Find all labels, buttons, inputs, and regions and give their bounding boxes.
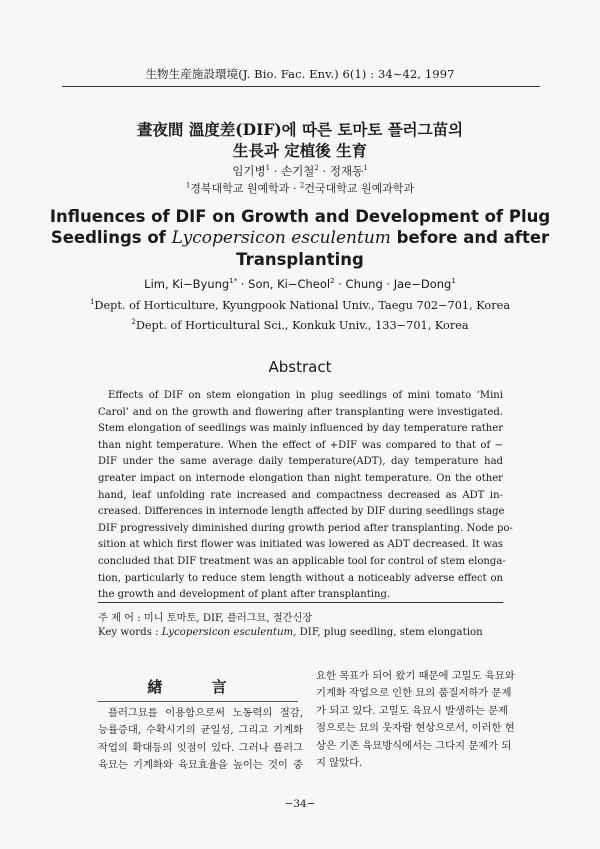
author-name: Son, Ki−Cheol [248,277,331,291]
affiliation-text: Dept. of Horticulture, Kyungpook National Univ., Taegu 702−701, Korea [94,298,511,312]
author-superscript: 1 [265,164,271,173]
introduction-heading: 緖 言 [147,678,249,696]
affiliation-superscript: 1 [185,181,191,190]
author-name: Chung · Jae−Dong [345,277,452,291]
affiliation-line [0,314,600,334]
body-line: 점으로는 묘의 웃자람 현상으로서, 이러한 현 [316,722,515,735]
abstract-line: concluded that DIF treatment was an applicable tool for control of stem elonga- [98,555,506,567]
affiliation-text: 건국대학교 원예과학과 [304,182,415,195]
english-affiliations [0,294,600,334]
body-line: 상은 기존 육묘방식에서는 그다지 문제가 되 [316,739,512,752]
affiliation-text: 경북대학교 원예학과 · [190,182,300,195]
author-separator: · [270,164,282,178]
author-superscript: 1 [363,164,368,173]
body-line: 가 되고 있다. 고밀도 육묘시 발생하는 문제 [316,704,509,717]
english-authors [0,277,600,291]
affiliation-superscript: 2 [299,181,305,190]
author-name: 손기철 [281,164,315,178]
korean-title-line-2: 生長과 定植後 生育 [232,141,368,160]
abstract-line: greater impact on internode elongation than night temperature. On the other [98,472,503,484]
english-title [0,206,600,270]
body-line: 능률증대, 수확시기의 균일성, 그리고 기계화 [98,724,303,737]
body-line: 지 않았다. [316,757,363,770]
title-text: Seedlings of [50,228,172,247]
abstract-line: hand, leaf unfolding rate increased and compactness decreased as ADT in- [98,489,503,501]
keywords-label: 주 제 어 : [98,613,144,624]
author-name: 정재동 [329,164,364,178]
author-superscript: 2 [330,277,335,286]
english-title-line-2 [0,227,600,249]
affiliation-line [0,294,600,314]
body-line: 플러그묘를 이용함으로써 노동력의 절감, [108,707,303,719]
abstract-heading: Abstract [268,358,332,376]
header-rule [62,86,540,87]
right-column [316,668,515,772]
author-separator: · [334,277,346,291]
abstract-line: Stem elongation of seedlings was mainly influenced by day temperature rather [98,423,503,435]
abstract-line: DIF under the same average daily temperature(ADT), day temperature had [98,456,503,468]
abstract-line: sition at which first flower was initiated was lowered as ADT decreased. It was [98,539,503,551]
korean-affiliation [0,180,600,196]
author-name: Lim, Ki−Byung [144,277,230,291]
keywords-label: Key words : [98,627,162,638]
abstract-line: the growth and development of plant after transplanting. [98,589,391,601]
author-superscript: 2 [314,164,319,173]
abstract-body [98,388,513,604]
english-title-line-3: Transplanting [236,250,364,269]
abstract-line: DIF progressively diminished during growth period after transplanting. Node po- [98,522,513,534]
english-title-line-1: Influences of DIF on Growth and Development of Plug [49,207,551,226]
author-separator: · [318,164,330,178]
heading-underline [98,701,298,702]
author-name: 임기병 [232,164,266,178]
affiliation-superscript: 2 [131,317,136,326]
author-superscript: 1 [451,277,456,286]
abstract-line: tion, particularly to reduce stem length without a noticeably adverse effect on [98,572,503,584]
species-name: Lycopersicon esculentum [171,228,391,248]
left-column [98,705,303,775]
abstract-line: creased. Differences in internode length affected by DIF during seedlings stage [98,506,505,518]
abstract-divider [98,602,503,603]
author-separator: · [237,277,249,291]
title-text: before and after [390,228,550,247]
abstract-line: than night temperature. When the effect of +DIF was compared to that of − [98,439,503,451]
page-number: −34− [284,798,316,810]
keywords-species: Lycopersicon esculentum, [161,627,297,638]
body-line: 요한 목표가 되어 왔기 때문에 고밀도 육묘와 [316,670,515,682]
english-keywords [98,627,483,638]
affiliation-text: Dept. of Horticultural Sci., Konkuk Univ., 133−701, Korea [135,318,469,332]
author-superscript: 1* [229,277,238,286]
korean-title-line-1: 晝夜間 溫度差(DIF)에 따른 토마토 플러그苗의 [136,120,464,139]
body-line: 기계화 작업으로 인한 묘의 품질저하가 문제 [316,687,512,700]
abstract-line: Carol’ and on the growth and flowering after transplanting were investigated. [98,406,503,418]
keywords-text: 미니 토마토, DIF, 플러그묘, 절간신장 [143,613,313,624]
keywords-text: DIF, plug seedling, stem elongation [296,627,483,638]
body-line: 육묘는 기계화와 육묘효율을 높이는 것이 중 [98,759,303,772]
korean-keywords [98,609,312,624]
body-line: 작업의 확대등의 잇점이 있다. 그러나 플러그 [98,741,303,754]
running-header: 生物生産施設環境(J. Bio. Fac. Env.) 6(1) : 34∼42, 1997 [145,67,455,81]
affiliation-superscript: 1 [89,298,95,306]
korean-authors [0,163,600,179]
korean-title [0,119,600,161]
abstract-line: Effects of DIF on stem elongation in plug seedlings of mini tomato ‘Mini [108,390,503,401]
